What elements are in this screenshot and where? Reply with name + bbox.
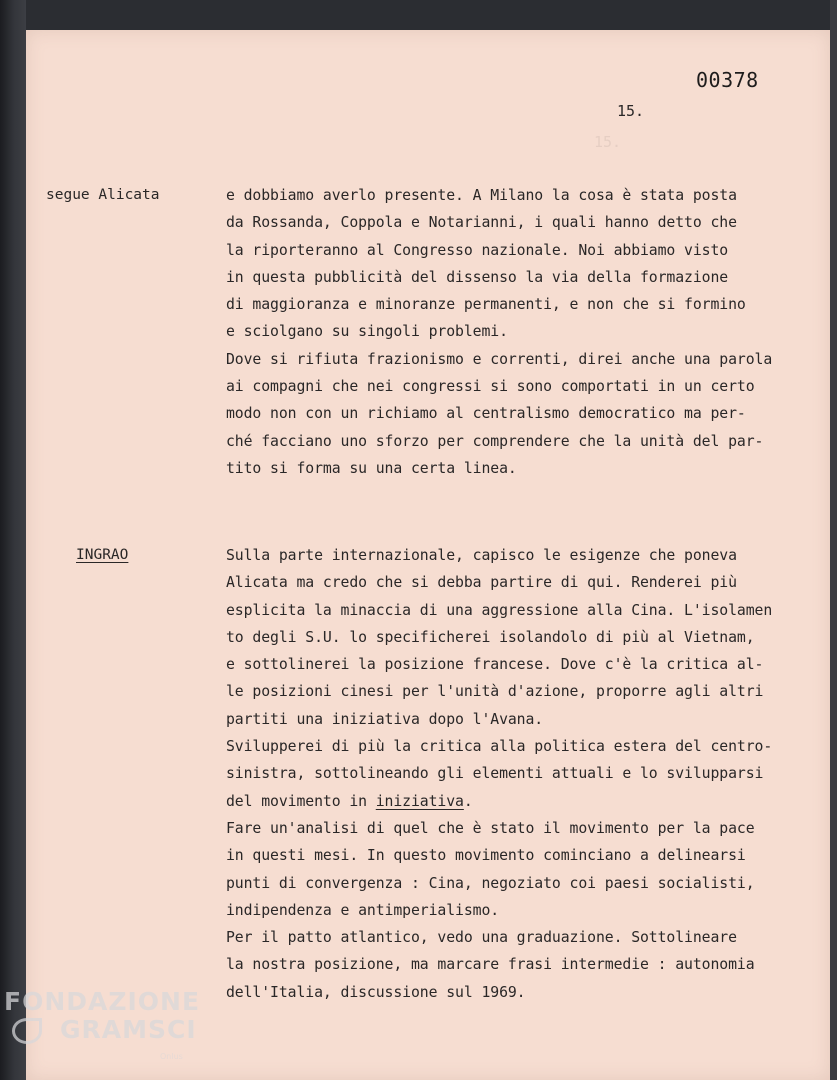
text-line: ché facciano uno sforzo per comprendere che la unità del par- [226, 432, 764, 450]
speech-text-ingrao [226, 542, 816, 1006]
text-line: la nostra posizione, ma marcare frasi intermedie : autonomia [226, 956, 755, 974]
text-line: tito si forma su una certa linea. [226, 459, 517, 477]
speaker-label-ingrao: INGRAO [76, 547, 129, 563]
page-number: 15. [617, 102, 645, 120]
text-line: le posizioni cinesi per l'unità d'azione, proporre agli altri [226, 683, 764, 701]
speaker-label-alicata: segue Alicata [46, 187, 160, 203]
watermark-line-1: FONDAZIONE [4, 987, 201, 1016]
text-line: esplicita la minaccia di una aggressione alla Cina. L'isolamen [226, 601, 773, 619]
text-line: dell'Italia, discussione sul 1969. [226, 983, 526, 1001]
text-line: sinistra, sottolineando gli elementi attuali e lo svilupparsi [226, 765, 764, 783]
text-line: modo non con un richiamo al centralismo democratico ma per- [226, 405, 746, 423]
speech-text-alicata [226, 182, 816, 482]
watermark-line-2 [4, 1016, 201, 1044]
text-line: Alicata ma credo che si debba partire di qui. Renderei più [226, 574, 737, 592]
text-line: e sottolinerei la posizione francese. Dove c'è la critica al- [226, 656, 764, 674]
page-edge [830, 0, 837, 1080]
text-line: ai compagni che nei congressi si sono comportati in un certo [226, 378, 755, 396]
show-through-page-number: 15. [594, 133, 622, 151]
text-line: punti di convergenza : Cina, negoziato coi paesi socialisti, [226, 874, 755, 892]
archive-document-number: 00378 [696, 68, 759, 92]
text-line: in questi mesi. In questo movimento cominciano a delinearsi [226, 847, 746, 865]
text-line: indipendenza e antimperialismo. [226, 901, 500, 919]
watermark-subtitle: Onlus [160, 1052, 183, 1061]
text-line: da Rossanda, Coppola e Notarianni, i quali hanno detto che [226, 214, 737, 232]
text-line: Svilupperei di più la critica alla politica estera del centro- [226, 738, 773, 756]
watermark-line-2-text: GRAMSCI [60, 1015, 197, 1044]
text-line: Sulla parte internazionale, capisco le esigenze che poneva [226, 547, 737, 564]
text-line: Per il patto atlantico, vedo una graduazione. Sottolineare [226, 929, 737, 947]
gramsci-logo-icon [12, 1018, 42, 1044]
text-line: Fare un'analisi di quel che è stato il movimento per la pace [226, 819, 755, 837]
text-line: in questa pubblicità del dissenso la via della formazione [226, 268, 729, 286]
underlined-word: iniziativa [375, 792, 464, 810]
text-line: Dove si rifiuta frazionismo e correnti, direi anche una parola [226, 350, 773, 368]
binding-edge [0, 0, 26, 1080]
text-line-underlined: del movimento in iniziativa. [226, 792, 473, 810]
text-line: e sciolgano su singoli problemi. [226, 323, 508, 341]
fondazione-gramsci-watermark [4, 988, 201, 1044]
text-line: to degli S.U. lo specificherei isolandolo di più al Vietnam, [226, 628, 755, 646]
text-line: la riporteranno al Congresso nazionale. Noi abbiamo visto [226, 241, 729, 259]
text-line: partiti una iniziativa dopo l'Avana. [226, 710, 544, 728]
text-line: di maggioranza e minoranze permanenti, e non che si formino [226, 296, 746, 314]
text-line: e dobbiamo averlo presente. A Milano la cosa è stata posta [226, 187, 737, 204]
